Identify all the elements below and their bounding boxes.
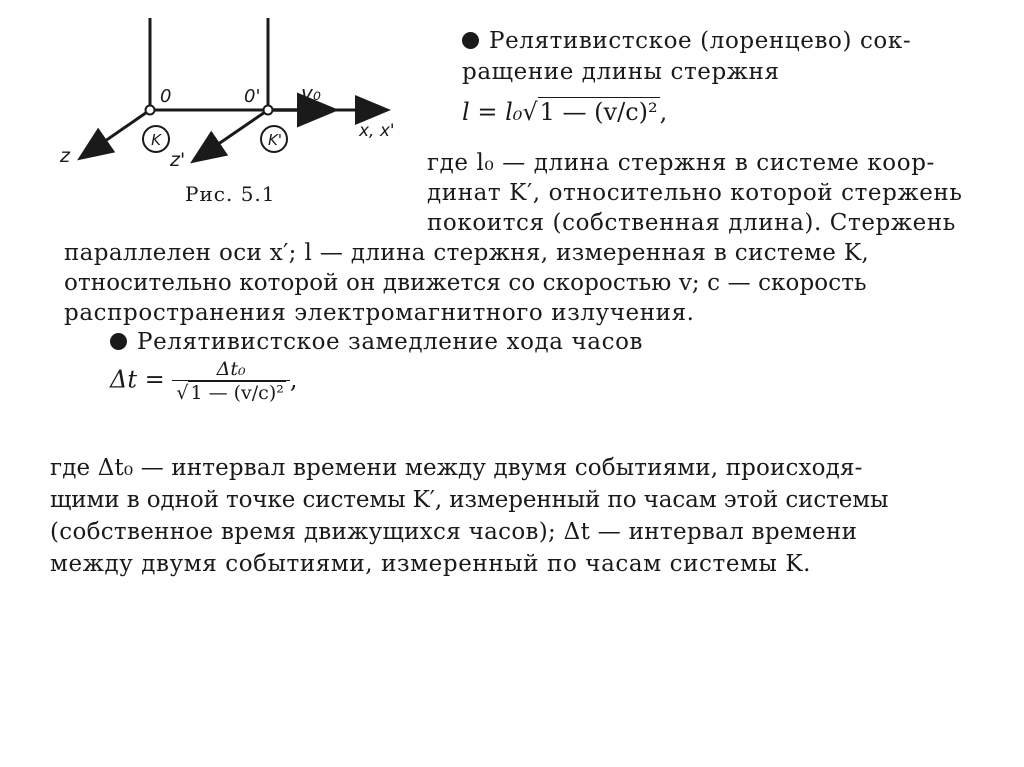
section1-body-line6: распространения электромагнитного излучения. [64,300,695,326]
frame-k-prime-label: K' [268,131,282,149]
frame-k-label: K [151,131,161,149]
formula1-radicand: 1 — (v/c)² [539,98,658,126]
section1-body-line1: где l₀ — длина стержня в системе коор- [427,150,935,176]
section1-formula [462,98,667,126]
section2-formula [110,358,298,404]
figure-caption: Рис. 5.1 [185,182,276,206]
formula1-lhs: l [462,98,470,126]
section1-body-line3: покоится (собственная длина). Стержень [427,210,956,236]
origin-k-dot [146,106,155,115]
section2-body-line1: где Δt₀ — интервал времени между двумя событиями, происходя- [50,455,863,481]
section2-heading [110,329,643,355]
formula2-radicand: 1 — (v/c)² [190,382,284,404]
origin-k-prime-dot [264,106,273,115]
formula1-l0: l₀ [505,98,523,126]
section1-heading-line1 [462,28,911,54]
section2-body-line4: между двумя событиями, измеренный по часам системы K. [50,551,812,577]
formula2-numerator: Δt₀ [216,358,246,380]
formula2-eq: = [136,365,173,394]
section1-heading-line2: ращение длины стержня [462,59,780,85]
coordinate-frames-figure [50,10,410,170]
section2-body-line3: (собственное время движущихся часов); Δt — интервал времени [50,519,858,545]
velocity-label: v₀ [301,81,321,105]
sqrt-icon: √ [522,98,538,126]
z-axis-k-prime [195,110,268,160]
formula2-lhs: Δt [110,365,137,394]
formula1-tail: , [659,98,668,126]
origin-k-prime-label: 0' [244,86,261,107]
section1-body-line4: параллелен оси x′; l — длина стержня, измеренная в системе K, [64,240,870,266]
section1-body-line5: относительно которой он движется со скоростью v; c — скорость [64,270,867,296]
z-prime-axis-label: z' [170,149,186,170]
section2-heading-text: Релятивистское замедление хода часов [137,329,644,355]
section2-body-line2: щими в одной точке системы K′, измеренный по часам этой системы [50,487,889,513]
section1-body-line2: динат K′, относительно которой стержень [427,180,963,206]
origin-k-label: 0 [160,86,172,107]
formula2-denominator [172,380,290,404]
bullet-icon [110,333,127,350]
formula2-fraction [172,358,290,404]
section1-heading-text: Релятивистское (лоренцево) сок- [489,28,912,54]
formula1-eq: = [469,98,506,126]
sqrt-icon: √ [176,382,189,404]
formula2-tail: , [289,365,298,394]
z-axis-k [82,110,150,157]
x-axes-label: x, x' [359,121,395,141]
z-axis-label: z [60,145,70,167]
bullet-icon [462,32,479,49]
